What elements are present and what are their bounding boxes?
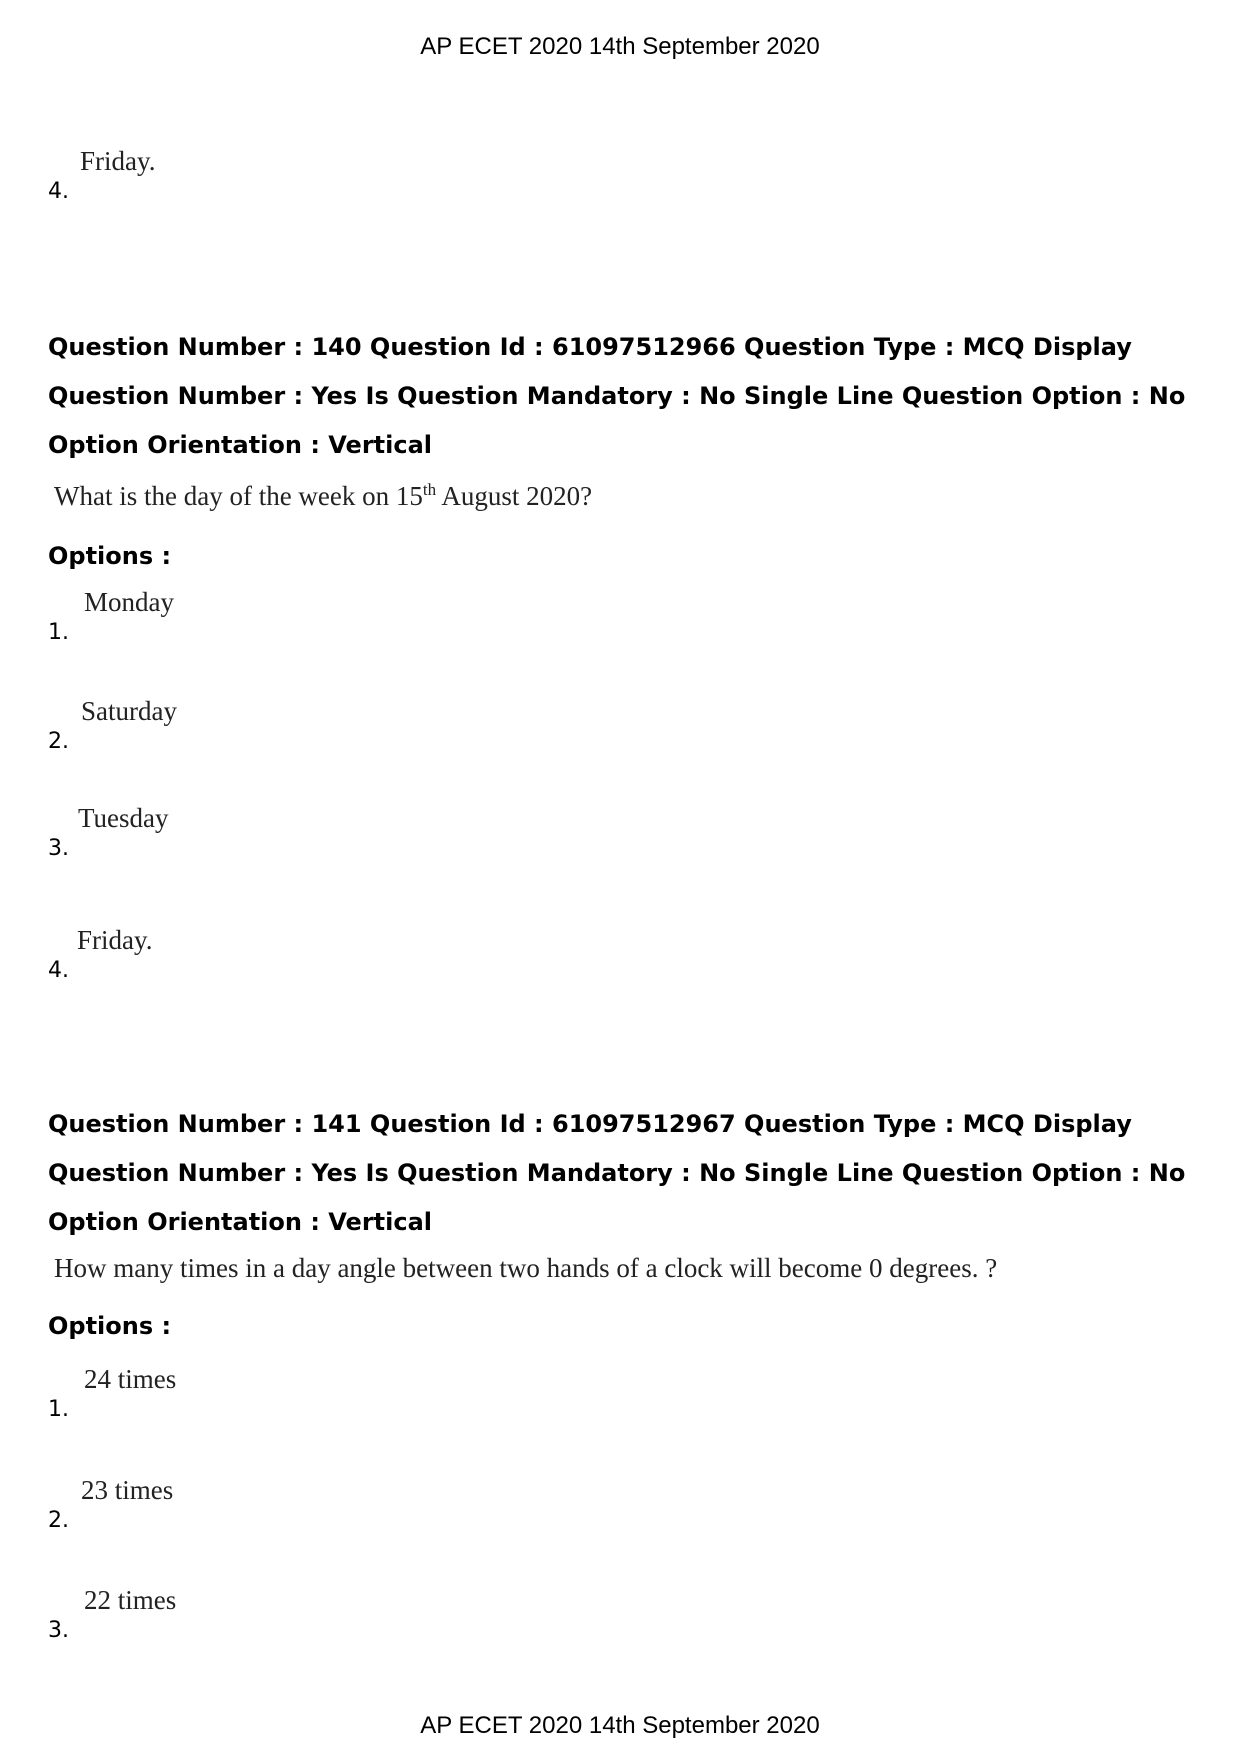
option-text: Saturday — [81, 696, 177, 726]
option-text: Monday — [84, 587, 174, 617]
option-number: 2. — [48, 1508, 69, 1533]
page-footer: AP ECET 2020 14th September 2020 — [420, 1712, 820, 1739]
option-item — [48, 145, 748, 205]
option-text: 23 times — [81, 1475, 174, 1505]
option-item — [48, 1584, 748, 1644]
options-label: Options : — [48, 542, 172, 570]
option-item — [48, 1363, 748, 1423]
option-item — [48, 802, 748, 862]
question-meta: Question Number : 140 Question Id : 61097512966 Question Type : MCQ Display Question Number : Yes Is Question Mandatory : No Single Line Question Option : No Option Orientation : Vertical — [48, 333, 1186, 459]
option-number: 2. — [48, 729, 69, 754]
option-text: 22 times — [84, 1585, 177, 1615]
question-meta: Question Number : 141 Question Id : 61097512967 Question Type : MCQ Display Question Number : Yes Is Question Mandatory : No Single Line Question Option : No Option Orientation : Vertical — [48, 1110, 1186, 1236]
option-item — [48, 1474, 748, 1534]
question-text-superscript: th — [422, 480, 437, 499]
question-text-main: What is the day of the week on 15 — [54, 481, 423, 511]
question-text-tail: August 2020? — [436, 481, 593, 511]
question-text: How many times in a day angle between two hands of a clock will become 0 degrees. ? — [54, 1253, 998, 1283]
option-text: Tuesday — [78, 803, 169, 833]
option-item — [48, 586, 748, 646]
question-text — [54, 480, 1154, 512]
option-text: 24 times — [84, 1364, 177, 1394]
option-number: 3. — [48, 1618, 69, 1643]
option-item — [48, 924, 748, 984]
option-number: 4. — [48, 958, 69, 983]
option-number: 1. — [48, 1397, 69, 1422]
option-item — [48, 695, 748, 755]
option-text: Friday. — [77, 925, 153, 955]
option-number: 4. — [48, 179, 69, 204]
options-label: Options : — [48, 1312, 172, 1340]
option-number: 3. — [48, 836, 69, 861]
page-header: AP ECET 2020 14th September 2020 — [420, 33, 820, 60]
option-number: 1. — [48, 620, 69, 645]
option-text: Friday. — [80, 146, 156, 176]
